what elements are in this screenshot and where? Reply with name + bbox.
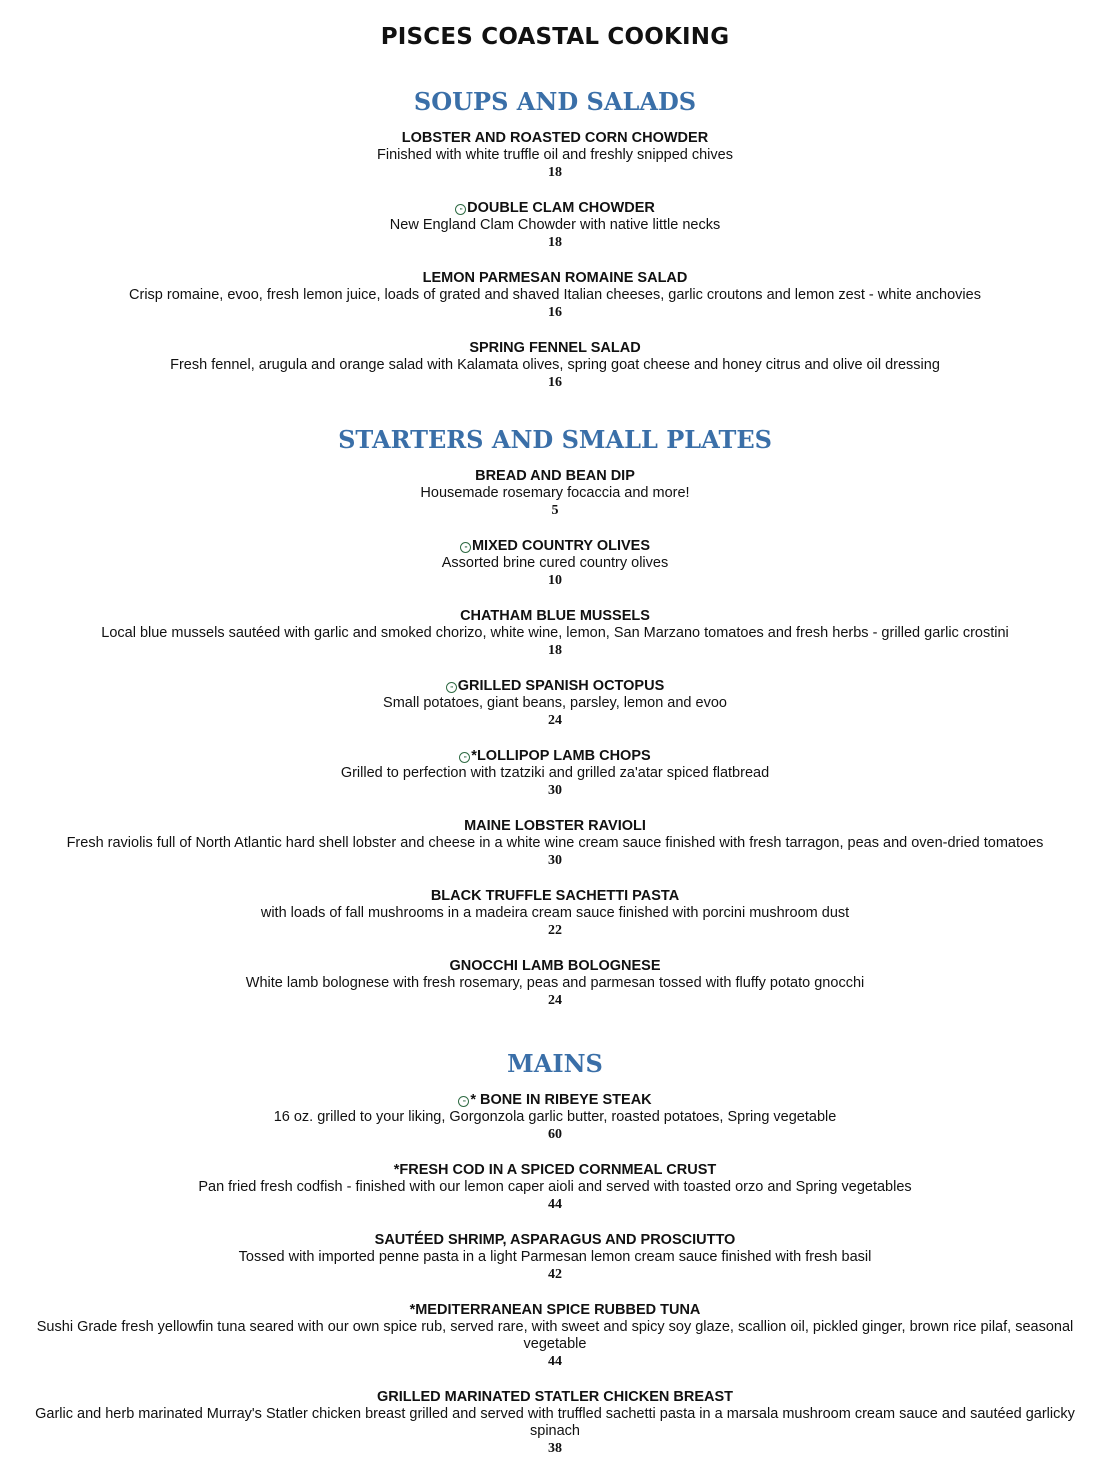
menu-item-name-row: [10, 957, 1100, 975]
menu-item-list: [10, 1091, 1100, 1458]
menu-item: [10, 887, 1100, 940]
menu-item: [10, 269, 1100, 322]
menu-item-name: LOBSTER AND ROASTED CORN CHOWDER: [401, 130, 709, 146]
section-title: STARTERS AND SMALL PLATES: [338, 425, 772, 454]
menu-item-price: 16: [548, 305, 562, 320]
menu-item-name-row: [10, 1161, 1100, 1179]
menu-item: [10, 129, 1100, 182]
section-title: SOUPS AND SALADS: [413, 87, 697, 116]
menu-item-name: CHATHAM BLUE MUSSELS: [460, 608, 650, 624]
menu-item-price: 24: [548, 993, 562, 1008]
menu-item-name-row: [10, 1301, 1100, 1319]
menu-item: [10, 677, 1100, 730]
menu-item-name: *MEDITERRANEAN SPICE RUBBED TUNA: [409, 1302, 701, 1318]
menu-item-price: 22: [548, 923, 562, 938]
menu-item: [10, 1161, 1100, 1214]
menu-item-name: * BONE IN RIBEYE STEAK: [470, 1092, 652, 1108]
menu-item: [10, 537, 1100, 590]
menu-item-name-row: [10, 199, 1100, 217]
menu-item-name: BLACK TRUFFLE SACHETTI PASTA: [430, 888, 680, 904]
menu-item-name: LEMON PARMESAN ROMAINE SALAD: [422, 270, 688, 286]
menu-item: [10, 1388, 1100, 1458]
menu-item-price: 38: [548, 1441, 562, 1456]
menu-item-description: Housemade rosemary focaccia and more!: [420, 485, 690, 501]
menu-item-name: SAUTÉED SHRIMP, ASPARAGUS AND PROSCIUTTO: [374, 1232, 736, 1248]
menu-item-description: Assorted brine cured country olives: [441, 555, 669, 571]
menu-item-price: 44: [548, 1354, 562, 1369]
menu-item-name: BREAD AND BEAN DIP: [475, 468, 635, 484]
menu-item-price: 18: [548, 235, 562, 250]
menu-item-list: [10, 467, 1100, 1010]
menu-item-name-row: [10, 129, 1100, 147]
menu-item-name-row: [10, 1388, 1100, 1406]
menu-item-name: MIXED COUNTRY OLIVES: [471, 538, 651, 554]
section-title: MAINS: [507, 1049, 603, 1078]
menu-item-name-row: [10, 537, 1100, 555]
menu-item: [10, 747, 1100, 800]
menu-item-description: with loads of fall mushrooms in a madeira cream sauce finished with porcini mushroom dust: [260, 905, 850, 921]
menu-sections: [10, 85, 1100, 1458]
menu-item-description: White lamb bolognese with fresh rosemary, peas and parmesan tossed with fluffy potato gnocchi: [245, 975, 865, 991]
menu-item-price: 30: [548, 783, 562, 798]
menu-section: [10, 423, 1100, 1010]
menu-item-name-row: [10, 607, 1100, 625]
menu-item-name: MAINE LOBSTER RAVIOLI: [464, 818, 646, 834]
menu-item: [10, 199, 1100, 252]
menu-item-name-row: [10, 677, 1100, 695]
menu-item-price: 30: [548, 853, 562, 868]
menu-section: [10, 1047, 1100, 1458]
menu-item-description: Small potatoes, giant beans, parsley, lemon and evoo: [383, 695, 727, 711]
menu-item: [10, 339, 1100, 392]
menu-item: [10, 1301, 1100, 1371]
menu-item-name-row: [10, 1091, 1100, 1109]
menu-item: [10, 817, 1100, 870]
menu-item-description: Garlic and herb marinated Murray's Statler chicken breast grilled and served with truffled sachetti pasta in a marsala mushroom cream sauce and sautéed garlicky spinach: [35, 1406, 1075, 1439]
menu-item-name-row: [10, 1231, 1100, 1249]
menu-item-price: 16: [548, 375, 562, 390]
menu-item-name-row: [10, 887, 1100, 905]
menu-item-price: 18: [548, 643, 562, 658]
menu-item-description: Sushi Grade fresh yellowfin tuna seared with our own spice rub, served rare, with sweet and spicy soy glaze, scallion oil, pickled ginger, brown rice pilaf, seasonal vegetable: [36, 1319, 1074, 1352]
gluten-free-icon: [458, 1096, 469, 1107]
menu-item-name-row: [10, 339, 1100, 357]
menu-item-name: *FRESH COD IN A SPICED CORNMEAL CRUST: [393, 1162, 717, 1178]
gluten-free-icon: [460, 542, 471, 553]
menu-item-price: 44: [548, 1197, 562, 1212]
menu-item-description: Fresh fennel, arugula and orange salad with Kalamata olives, spring goat cheese and honey citrus and olive oil dressing: [170, 357, 940, 373]
menu-item-price: 10: [548, 573, 562, 588]
menu-item-description: Local blue mussels sautéed with garlic and smoked chorizo, white wine, lemon, San Marzano tomatoes and fresh herbs - grilled garlic crostini: [101, 625, 1009, 641]
menu-item-name: DOUBLE CLAM CHOWDER: [467, 200, 655, 216]
menu-item-name: GNOCCHI LAMB BOLOGNESE: [449, 958, 661, 974]
menu-item-description: Crisp romaine, evoo, fresh lemon juice, loads of grated and shaved Italian cheeses, garlic croutons and lemon zest - white anchovies: [129, 287, 981, 303]
menu-item-price: 60: [548, 1127, 562, 1142]
gluten-free-icon: [459, 752, 470, 763]
restaurant-title: PISCES COASTAL COOKING: [380, 24, 730, 50]
menu-item-price: 18: [548, 165, 562, 180]
menu-page: [10, 0, 1100, 1458]
menu-item-name-row: [10, 747, 1100, 765]
menu-item-description: 16 oz. grilled to your liking, Gorgonzola garlic butter, roasted potatoes, Spring vegetable: [273, 1109, 837, 1125]
menu-item-name-row: [10, 817, 1100, 835]
gluten-free-icon: [455, 204, 466, 215]
gluten-free-icon: [446, 682, 457, 693]
menu-item-name-row: [10, 467, 1100, 485]
menu-item-price: 42: [548, 1267, 562, 1282]
menu-item-description: Fresh raviolis full of North Atlantic hard shell lobster and cheese in a white wine cream sauce finished with fresh tarragon, peas and oven-dried tomatoes: [66, 835, 1044, 851]
menu-item-description: Finished with white truffle oil and freshly snipped chives: [377, 147, 733, 163]
menu-item-name: *LOLLIPOP LAMB CHOPS: [471, 748, 651, 764]
menu-item-description: Tossed with imported penne pasta in a light Parmesan lemon cream sauce finished with fresh basil: [238, 1249, 872, 1265]
menu-section: [10, 85, 1100, 392]
menu-item-description: Pan fried fresh codfish - finished with our lemon caper aioli and served with toasted orzo and Spring vegetables: [198, 1179, 912, 1195]
menu-item-description: Grilled to perfection with tzatziki and grilled za'atar spiced flatbread: [340, 765, 770, 781]
menu-item-description: New England Clam Chowder with native little necks: [389, 217, 721, 233]
menu-item: [10, 467, 1100, 520]
menu-item-name: GRILLED SPANISH OCTOPUS: [457, 678, 665, 694]
menu-item-price: 5: [551, 503, 559, 518]
menu-item-list: [10, 129, 1100, 392]
menu-item-price: 24: [548, 713, 562, 728]
menu-item: [10, 607, 1100, 660]
menu-item-name: GRILLED MARINATED STATLER CHICKEN BREAST: [376, 1389, 734, 1405]
menu-item: [10, 957, 1100, 1010]
menu-item: [10, 1091, 1100, 1144]
menu-item-name-row: [10, 269, 1100, 287]
menu-item-name: SPRING FENNEL SALAD: [469, 340, 641, 356]
menu-item: [10, 1231, 1100, 1284]
